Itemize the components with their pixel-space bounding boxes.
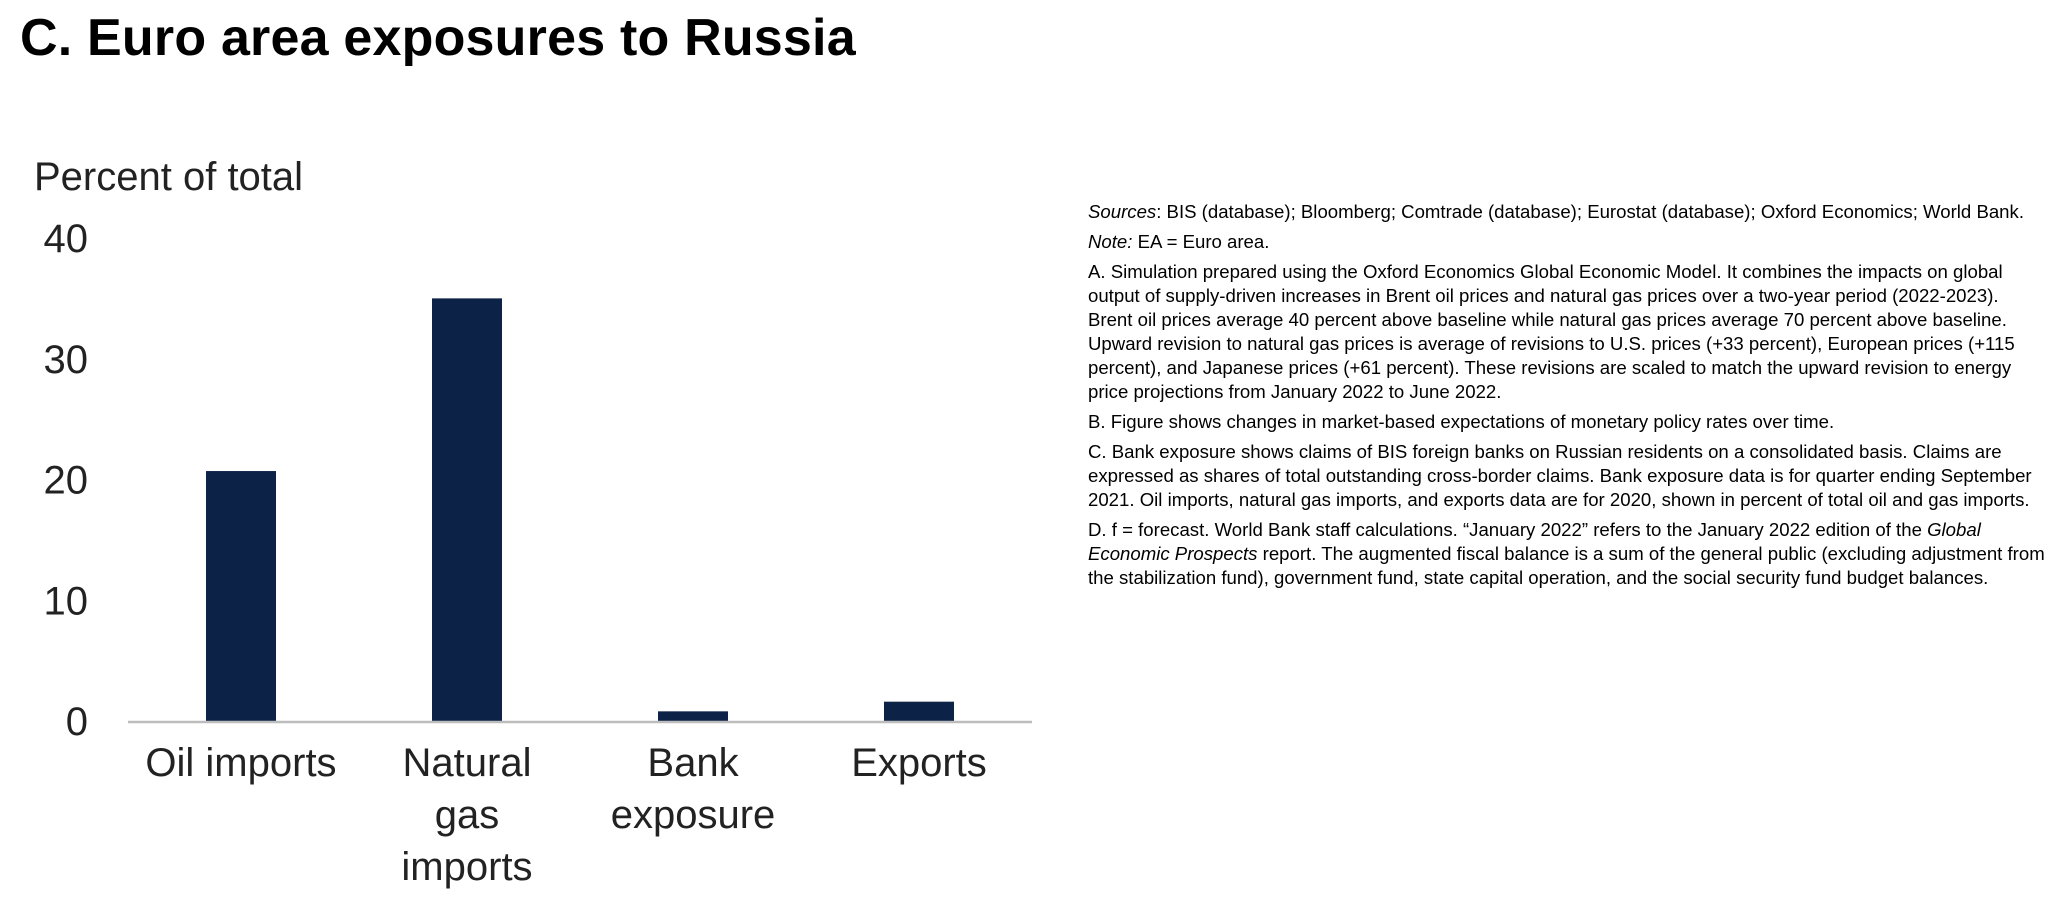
y-tick-label: 0 [65, 700, 88, 744]
note-d-text-2: report. The augmented fiscal balance is a sum of the general public (excluding adjustment from the stabilization fund), government fund, state capital operation, and the social security fund budget balances. [1088, 543, 2045, 588]
y-axis-label: Percent of total [34, 155, 304, 199]
page-title: C. Euro area exposures to Russia [20, 9, 856, 67]
note-d [1088, 518, 2048, 590]
figure-notes [1088, 200, 2048, 596]
note-line [1088, 230, 2048, 254]
x-tick-label: Exports [851, 741, 987, 785]
bar [432, 298, 502, 721]
x-tick-label: Bank exposure [610, 741, 776, 837]
x-tick-label: Oil imports [145, 741, 337, 785]
note-d-report-title: Global Economic Prospects [1088, 519, 1981, 564]
y-tick-label: 30 [43, 337, 88, 382]
sources-label: Sources [1088, 201, 1157, 222]
y-axis-ticks [44, 217, 89, 744]
note-text: EA = Euro area. [1132, 231, 1270, 252]
note-b: B. Figure shows changes in market-based expectations of monetary policy rates over time. [1088, 411, 1835, 432]
y-tick-label: 10 [43, 579, 88, 624]
bars [206, 298, 954, 721]
sources-text: : BIS (database); Bloomberg; Comtrade (database); Eurostat (database); Oxford Economics; World Bank. [1156, 201, 2024, 222]
bar [206, 471, 276, 721]
bar [884, 702, 954, 721]
sources-note [1088, 200, 2048, 224]
x-axis-labels [145, 741, 986, 889]
note-a: A. Simulation prepared using the Oxford Economics Global Economic Model. It combines the impacts on global output of supply-driven increases in Brent oil prices and natural gas prices over a two-year period (2022-2023). Brent oil prices average 40 percent above baseline while natural gas prices average 70 percent above baseline. Upward revision to natural gas prices is average of revisions to U.S. prices (+33 percent), European prices (+115 percent), and Japanese prices (+61 percent). These revisions are scaled to match the upward revision to energy price projections from January 2022 to June 2022. [1088, 261, 2015, 402]
y-tick-label: 20 [43, 458, 88, 503]
note-label: Note: [1088, 231, 1133, 252]
bar-chart [0, 140, 1060, 916]
note-c: C. Bank exposure shows claims of BIS foreign banks on Russian residents on a consolidated basis. Claims are expressed as shares of total outstanding cross-border claims. Bank exposure data is for quarter ending September 2021. Oil imports, natural gas imports, and exports data are for 2020, shown in percent of total oil and gas imports. [1088, 441, 2032, 510]
x-tick-label: Natural gas imports [401, 741, 533, 889]
y-tick-label: 40 [43, 217, 88, 261]
bar [658, 711, 728, 721]
note-d-text-1: D. f = forecast. World Bank staff calculations. “January 2022” refers to the January 2022 edition of the [1088, 519, 1928, 540]
